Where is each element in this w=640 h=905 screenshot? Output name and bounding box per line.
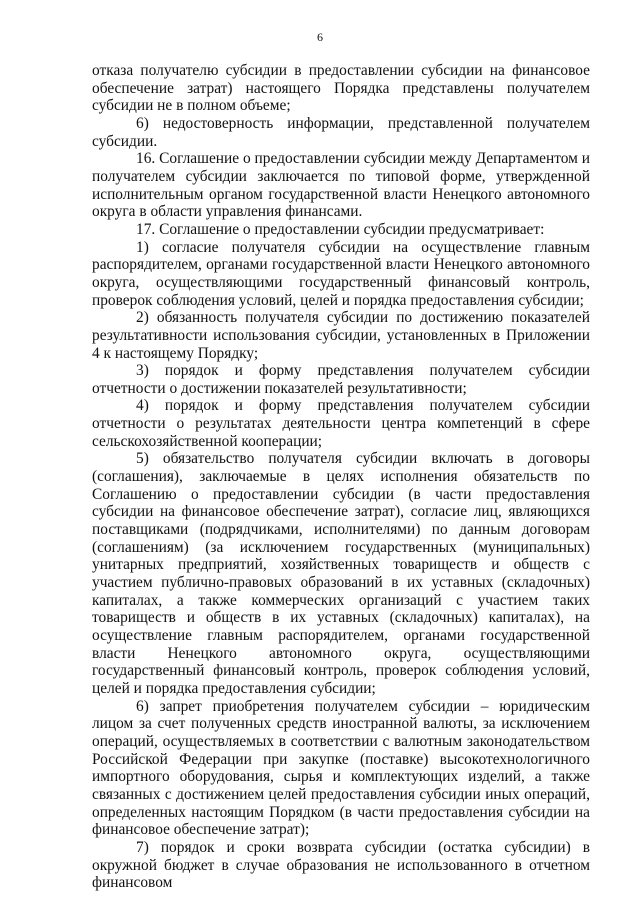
paragraph-item-6-unreliable-info: 6) недостоверность информации, представленной получателем субсидии. xyxy=(92,114,590,150)
paragraph-continuation-top: отказа получателю субсидии в предоставлении субсидии на финансовое обеспечение затрат) настоящего Порядка представлены получателем субсидии не в полном объеме; xyxy=(92,62,590,115)
paragraph-17-agreement-provisions: 17. Соглашение о предоставлении субсидии предусматривает: xyxy=(136,220,545,238)
paragraph-17-item-6: 6) запрет приобретения получателем субсидии – юридическим лицом за счет полученных средств иностранной валюты, за исключением операций, осуществляемых в соответствии с валютным законодательством Российской Федерации при закупке (поставке) высокотехнологичного импортного оборудования, сырья и комплектующих изделий, а также связанных с достижением целей предоставления субсидии иных операций, определенных настоящим Порядком (в части предоставления субсидии на финансовое обеспечение затрат); xyxy=(92,697,590,839)
paragraph-17-item-2: 2) обязанность получателя субсидии по достижению показателей результативности использования субсидии, установленных в Приложении 4 к настоящему Порядку; xyxy=(92,309,590,362)
paragraph-16-agreement: 16. Соглашение о предоставлении субсидии между Департаментом и получателем субсидии заключается по типовой форме, утвержденной исполнительным органом государственной власти Ненецкого автономного округа в области управления финансами. xyxy=(92,150,590,221)
paragraph-17-item-7: 7) порядок и сроки возврата субсидии (остатка субсидии) в окружной бюджет в случае образования не использованного в отчетном финансовом xyxy=(92,838,590,892)
paragraph-17-item-1: 1) согласие получателя субсидии на осуществление главным распорядителем, органами государственной власти Ненецкого автономного округа, осуществляющими государственный финансовый контроль, проверок соблюдения условий, целей и порядка предоставления субсидии; xyxy=(92,238,590,309)
paragraph-17-item-4: 4) порядок и форму представления получателем субсидии отчетности о результатах деятельности центра компетенций в сфере сельскохозяйственной кооперации; xyxy=(92,397,590,450)
page-number: 6 xyxy=(317,30,323,44)
paragraph-17-item-3: 3) порядок и форму представления получателем субсидии отчетности о достижении показателей результативности; xyxy=(92,362,590,397)
paragraph-17-item-5: 5) обязательство получателя субсидии включать в договоры (соглашения), заключаемые в целях исполнения обязательств по Соглашению о предоставлении субсидии (в части предоставления субсидии на финансовое обеспечение затрат), согласие лиц, являющихся поставщиками (подрядчиками, исполнителями) по данным договорам (соглашениям) (за исключением государственных (муниципальных) унитарных предприятий, хозяйственных товариществ и обществ с участием публично-правовых образований в их уставных (складочных) капиталах, а также коммерческих организаций с участием таких товариществ и обществ в их уставных (складочных) капиталах), на осуществление главным распорядителем, органами государственной власти Ненецкого автономного округа, осуществляющими государственный финансовый контроль, проверок соблюдения условий, целей и порядка предоставления субсидии; xyxy=(92,450,590,697)
document-body xyxy=(92,62,590,892)
